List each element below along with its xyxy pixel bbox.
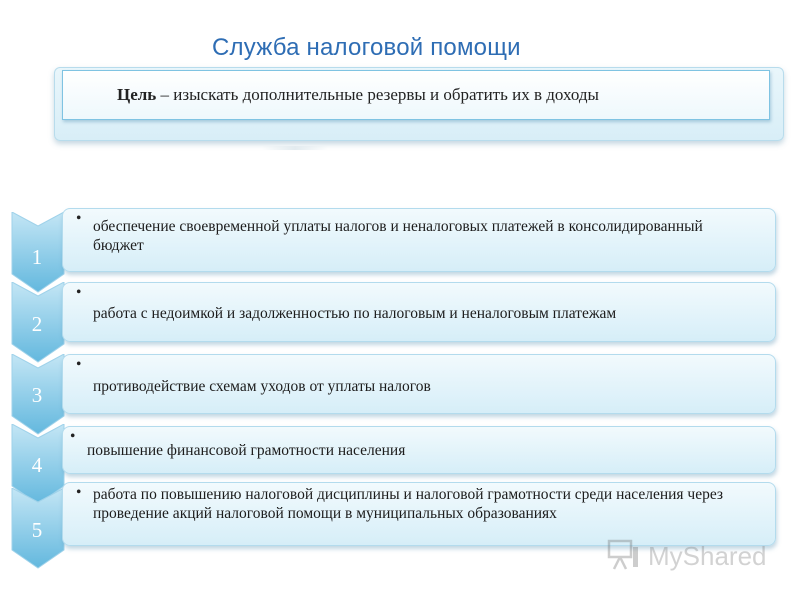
- goal-description: изыскать дополнительные резервы и обратить их в доходы: [173, 85, 599, 104]
- task-text-2: • работа с недоимкой и задолженностью по налоговым и неналоговым платежам: [93, 283, 775, 323]
- goal-dash: –: [156, 85, 174, 104]
- goal-label: Цель: [117, 85, 157, 104]
- watermark-text: MyShared: [648, 540, 767, 571]
- task-text-3: • противодействие схемам уходов от уплаты налогов: [93, 355, 775, 396]
- task-number-1: 1: [31, 245, 43, 269]
- task-text-5: • работа по повышению налоговой дисциплины и налоговой грамотности среди населения через проведение акций налоговой помощи в муниципальных образованиях: [93, 483, 775, 523]
- task-number-4: 4: [31, 453, 43, 477]
- presentation-board-icon: [606, 537, 640, 576]
- goal-bar: [62, 70, 770, 120]
- task-text-1: • обеспечение своевременной уплаты налогов и неналоговых платежей в консолидированный бюджет: [93, 209, 775, 255]
- task-box-4: [62, 426, 776, 474]
- goal-reflection: [262, 146, 328, 150]
- task-number-5: 5: [31, 518, 43, 542]
- slide-title: Служба налоговой помощи: [212, 34, 521, 61]
- task-box-3: [62, 354, 776, 414]
- goal-text: [117, 85, 599, 105]
- watermark: [606, 538, 767, 574]
- task-box-5: [62, 482, 776, 546]
- task-number-2: 2: [31, 312, 43, 336]
- task-box-2: [62, 282, 776, 342]
- task-text-4: • повышение финансовой грамотности населения: [87, 427, 775, 460]
- task-box-1: [62, 208, 776, 272]
- task-number-3: 3: [31, 383, 43, 407]
